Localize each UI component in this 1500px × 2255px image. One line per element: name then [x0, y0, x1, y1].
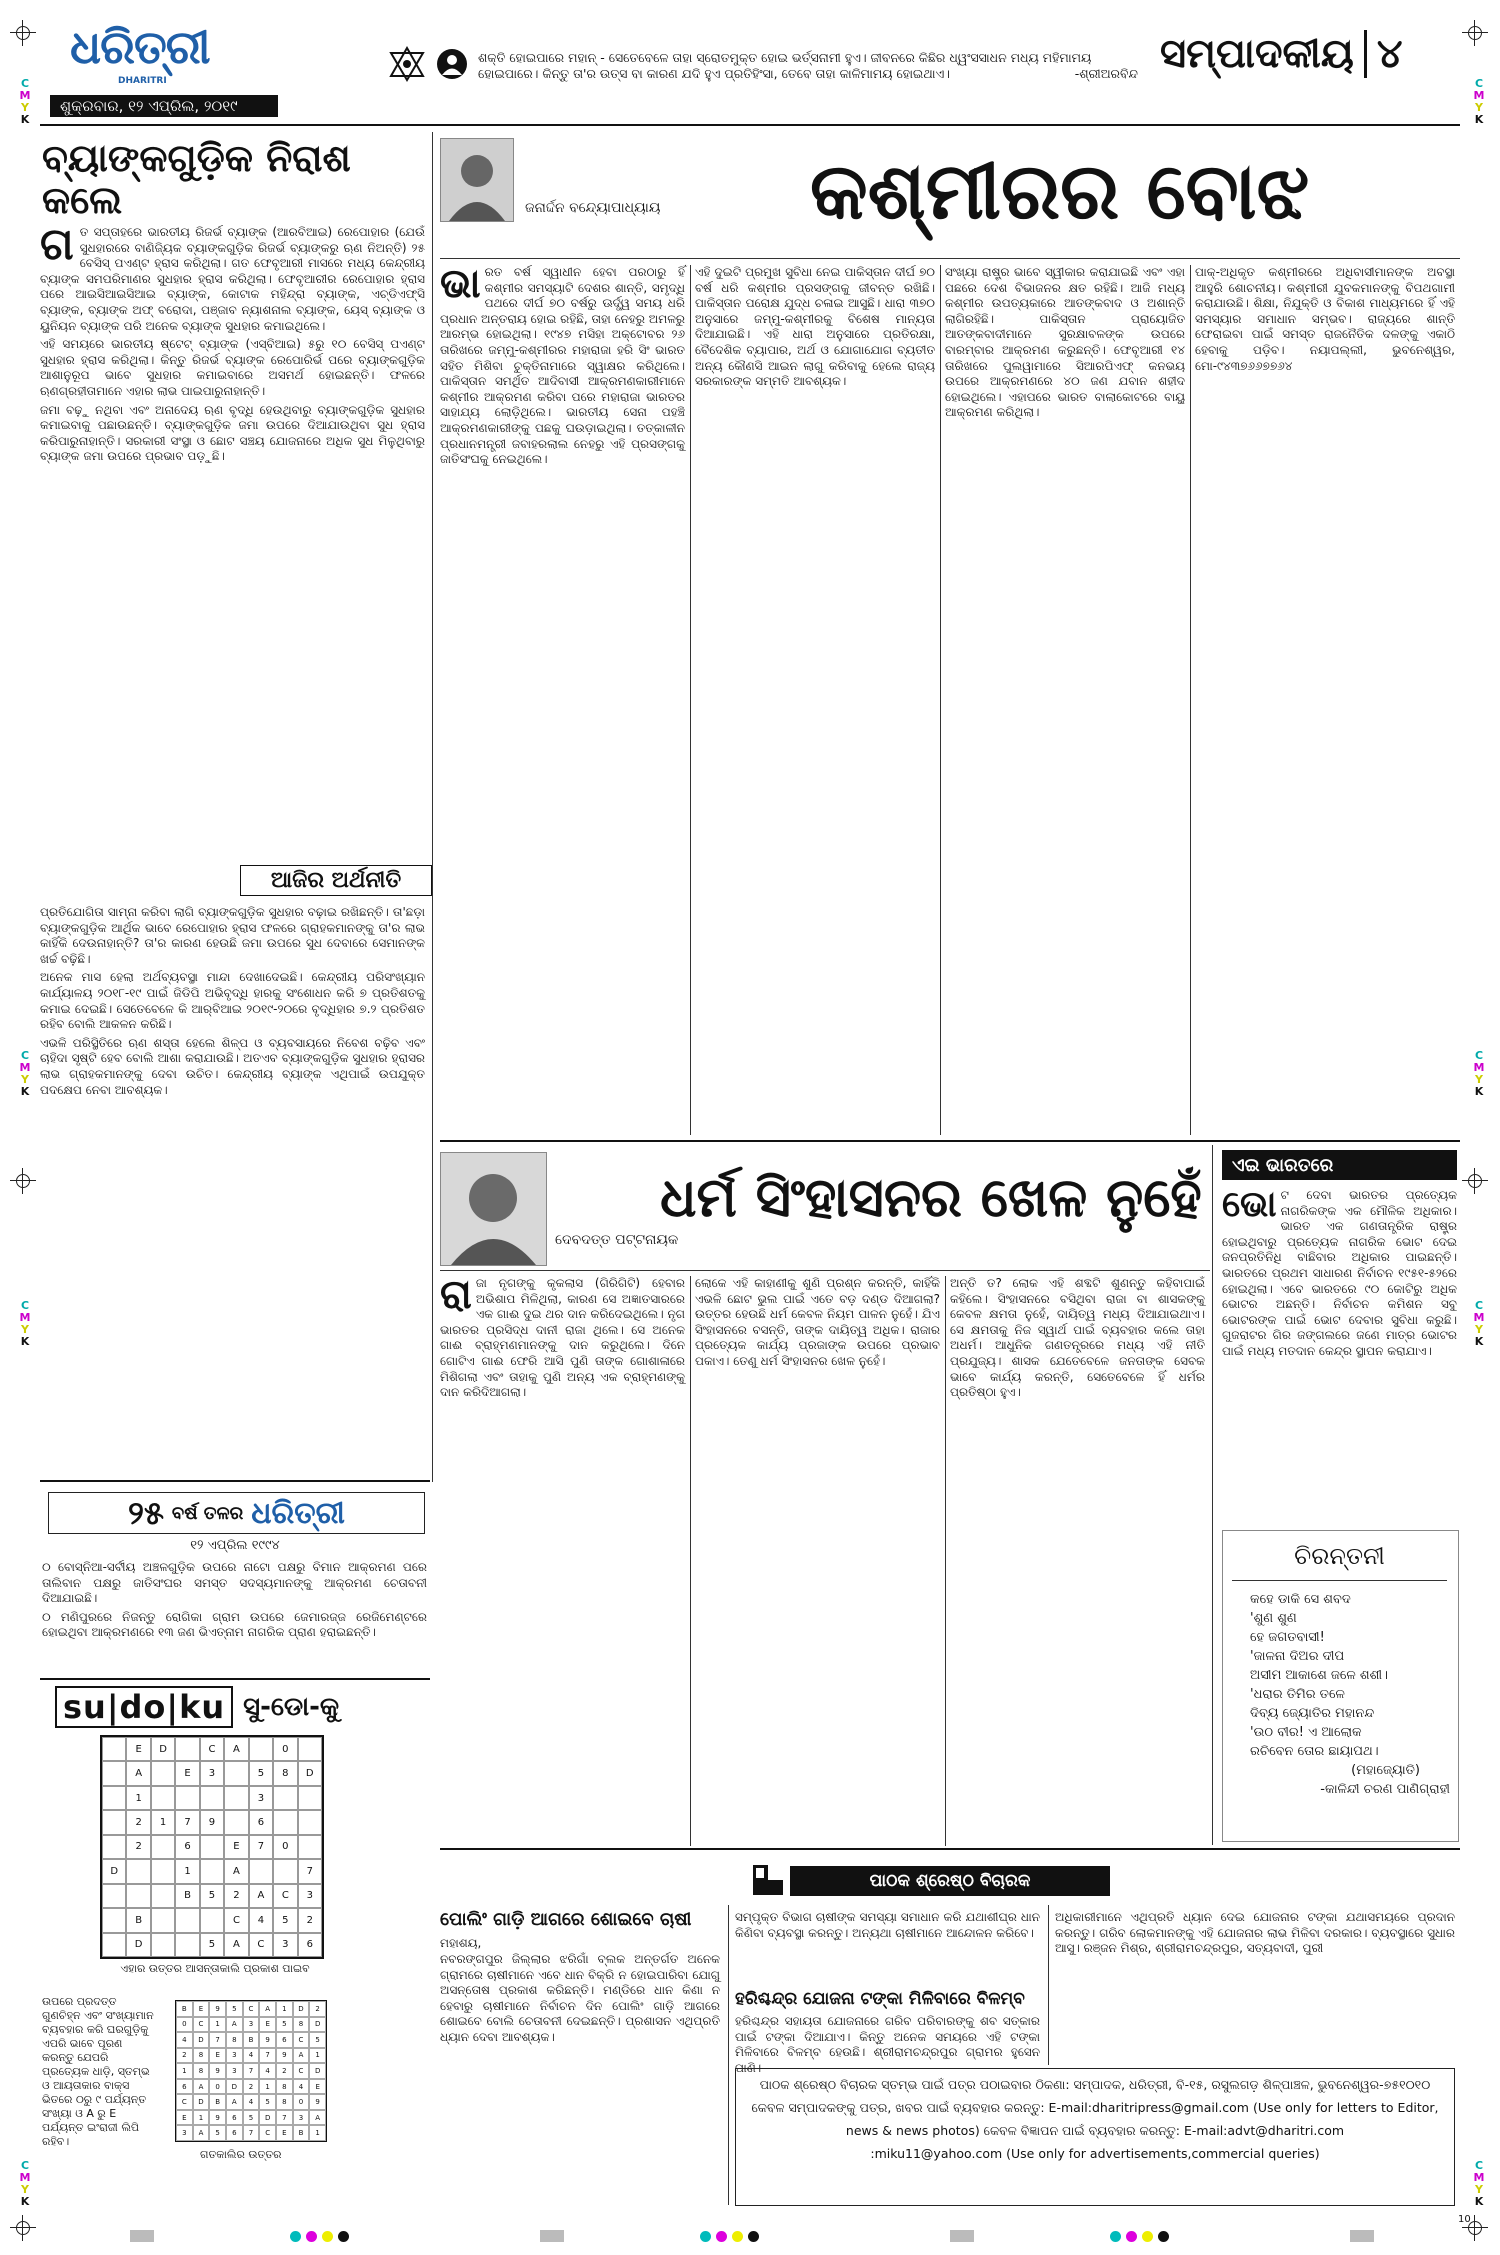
- sudoku-cell: 7: [249, 1835, 273, 1859]
- sudoku-cell: C: [200, 1737, 224, 1761]
- sudoku-cell: C: [273, 1884, 297, 1908]
- sudoku-cell: 7: [175, 1810, 199, 1834]
- solution-cell: 5: [209, 2125, 226, 2141]
- sudoku-cell: [224, 1786, 248, 1810]
- sudoku-cell: [102, 1786, 126, 1810]
- solution-cell: 3: [176, 2125, 193, 2141]
- letter-body: ସମ୍ପୃକ୍ତ ବିଭାଗ ଚାଷୀଙ୍କ ସମସ୍ୟା ସମାଧାନ କରି ଯଥାଶୀଘ୍ର ଧାନ କିଣିବା ବ୍ୟବସ୍ଥା କରନ୍ତୁ। ଅନ୍ୟଥା ଚାଷୀମାନେ ଆନ୍ଦୋଳନ କରିବେ।: [735, 1910, 1040, 1940]
- solution-cell: C: [193, 2017, 210, 2033]
- color-dot: [1142, 2231, 1153, 2242]
- color-bar: [130, 2230, 154, 2242]
- sudoku-puzzle-grid: [100, 1735, 324, 1959]
- contact-line: :miku11@yahoo.com (Use only for advertisements,commercial queries): [870, 2146, 1320, 2161]
- footer-page-number: 10: [1458, 2214, 1471, 2225]
- sudoku-cell: 5: [200, 1884, 224, 1908]
- solution-cell: 2: [309, 2001, 326, 2017]
- sudoku-cell: [151, 1933, 175, 1957]
- anniversary-date: ୧୨ ଏପ୍ରିଲ ୧୯୯୪: [190, 1538, 280, 1553]
- solution-cell: 9: [209, 2001, 226, 2017]
- sudoku-cell: 2: [126, 1835, 150, 1859]
- color-bar: [950, 2230, 974, 2242]
- solution-cell: A: [309, 2110, 326, 2126]
- sudoku-cell: [151, 1884, 175, 1908]
- paragraph: ପ୍ରତିଯୋଗିତା ସାମ୍ନା କରିବା ଲାଗି ବ୍ୟାଙ୍କଗୁଡ଼ିକ ସୁଧହାର ବଢ଼ାଇ ରଖିଛନ୍ତି। ତା'ଛଡ଼ା ବ୍ୟାଙ୍କଗୁଡ଼ିକ ଆର୍ଥିକ ଭାବେ ରେପୋହାର ହ୍ରାସ ଫଳରେ ଗ୍ରାହକମାନଙ୍କୁ ତା'ର ଲାଭ କାହିଁକି ଦେଉନାହାନ୍ତି? ତା'ର କାରଣ ହେଉଛି ଜମା ଉପରେ ସୁଧ ଦେବାରେ ସେମାନଙ୍କ ଖର୍ଚ୍ଚ ବଢ଼ିଛି।: [40, 905, 425, 966]
- sudoku-cell: 0: [273, 1737, 297, 1761]
- solution-cell: 1: [176, 2063, 193, 2079]
- solution-cell: 1: [193, 2110, 210, 2126]
- sudoku-cell: E: [126, 1737, 150, 1761]
- section-rule: [40, 1480, 430, 1482]
- poem-line: ରଚିବେନ ତୋର ଛାୟାପଥ।: [1250, 1744, 1379, 1759]
- solution-cell: 7: [243, 2125, 260, 2141]
- solution-cell: 4: [176, 2032, 193, 2048]
- sudoku-cell: A: [224, 1737, 248, 1761]
- sudoku-cell: [102, 1884, 126, 1908]
- sudoku-title: [55, 1686, 339, 1728]
- sudoku-cell: 3: [298, 1884, 322, 1908]
- solution-cell: D: [293, 2001, 310, 2017]
- solution-cell: 5: [276, 2017, 293, 2033]
- color-dot: [338, 2231, 349, 2242]
- solution-cell: A: [226, 2094, 243, 2110]
- column-divider: [728, 1905, 729, 2205]
- editorial-column: [440, 1272, 685, 1851]
- sudoku-cell: [102, 1933, 126, 1957]
- sudoku-cell: 2: [126, 1810, 150, 1834]
- color-dot: [1110, 2231, 1121, 2242]
- editorial-column: ପାକ୍-ଅଧିକୃତ କଶ୍ମୀରରେ ଅଧିବାସୀମାନଙ୍କ ଅବସ୍ଥା ଆହୁରି ଶୋଚନୀୟ। କଶ୍ମୀରୀ ଯୁବକମାନଙ୍କୁ ବିପଥଗାମୀ କରାଯାଉଛି। ଶିକ୍ଷା, ନିଯୁକ୍ତି ଓ ବିକାଶ ମାଧ୍ୟମରେ ହିଁ ଏହି ସମସ୍ୟାର ସମାଧାନ ସମ୍ଭବ। ରାଜ୍ୟରେ ଶାନ୍ତି ଫେରାଇବା ପାଇଁ ସମସ୍ତ ରାଜନୈତିକ ଦଳଙ୍କୁ ଏକାଠି ହେବାକୁ ପଡ଼ିବ। ନୟାପଲ୍ଲୀ, ଭୁବନେଶ୍ୱର, ମୋ-୯୪୩୭୬୬୭୭୬୪: [1195, 265, 1455, 373]
- quote-line: ହୋଇପାରେ। କିନ୍ତୁ ତା'ର ଉତ୍ସ ବା କାରଣ ଯଦି ହୁଏ ପ୍ରତିହିଂସା, ତେବେ ତାହା କାଳିମାମୟ ହୋଇଥାଏ।: [478, 66, 950, 81]
- poem-line: 'ଜାଳନା ଦିଅର ଦୀପ: [1250, 1649, 1345, 1664]
- newspaper-logo-en: DHARITRI: [118, 76, 167, 86]
- column-divider: [945, 1276, 946, 1846]
- section-rule: [440, 1140, 1460, 1142]
- solution-cell: 6: [226, 2125, 243, 2141]
- sudoku-cell: [151, 1761, 175, 1785]
- paragraph: ଜମା ବଢ଼ୁ ନଥିବା ଏବଂ ଅନାଦେୟ ଋଣ ବୃଦ୍ଧି ହେଉଥିବାରୁ ବ୍ୟାଙ୍କଗୁଡ଼ିକ ସୁଧହାର କମାଇବାକୁ ପଛାଉଛନ୍ତି। ବ୍ୟାଙ୍କଗୁଡ଼ିକ ଜମା ଉପରେ ଦିଆଯାଉଥିବା ସୁଧ ହ୍ରାସ କରିପାରୁନାହାନ୍ତି। ସରକାରୀ ସଂସ୍ଥା ଓ ଛୋଟ ସଞ୍ଚୟ ଯୋଜନାରେ ଅଧିକ ସୁଧ ମିଳୁଥିବାରୁ ବ୍ୟାଙ୍କ ଜମା ଉପରେ ପ୍ରଭାବ ପଡ଼ୁଛି।: [40, 402, 425, 464]
- anniversary-label: ବର୍ଷ ତଳର: [171, 1502, 244, 1524]
- poem-line: 'ଉଠ ବୀର! ଏ ଆଲୋକ: [1250, 1725, 1362, 1740]
- sudoku-cell: E: [175, 1761, 199, 1785]
- section-rule: [440, 1848, 1460, 1850]
- sudoku-cell: 4: [249, 1908, 273, 1932]
- sudoku-cell: [126, 1884, 150, 1908]
- editorial-column: ସଂଖ୍ୟା ରାଷ୍ଟ୍ର ଭାବେ ସ୍ୱୀକାର କରାଯାଇଛି ଏବଂ ଏହା ପଛରେ ଦେଶ ବିଭାଜନର କ୍ଷତ ରହିଛି। ଆଜି ମଧ୍ୟ କଶ୍ମୀର ଉପତ୍ୟକାରେ ଆତଙ୍କବାଦ ଓ ଅଶାନ୍ତି ଲାଗିରହିଛି। ପାକିସ୍ତାନ ପ୍ରାୟୋଜିତ ଆତଙ୍କବାଦୀମାନେ ସୁରକ୍ଷାବଳଙ୍କ ଉପରେ ବାରମ୍ବାର ଆକ୍ରମଣ କରୁଛନ୍ତି। ଫେବୃଆରୀ ୧୪ ତାରିଖରେ ପୁଲୱାମାରେ ସିଆରପିଏଫ୍ କନଭୟ ଉପରେ ଆକ୍ରମଣରେ ୪୦ ଜଣ ଯବାନ ଶହୀଦ ହୋଇଥିଲେ। ଏହାପରେ ଭାରତ ବାଲାକୋଟରେ ବାୟୁ ଆକ୍ରମଣ କରିଥିଲା।: [945, 265, 1185, 420]
- sudoku-solution-grid: [175, 2000, 327, 2142]
- ei-bharatare-body: [1222, 1184, 1457, 1518]
- sudoku-cell: [273, 1786, 297, 1810]
- sudoku-cell: D: [102, 1859, 126, 1883]
- solution-cell: 7: [276, 2110, 293, 2126]
- color-dot: [748, 2231, 759, 2242]
- quote-portrait-icon: [436, 48, 468, 80]
- column-divider: [690, 1276, 691, 1846]
- drop-cap: ଗ: [40, 219, 74, 270]
- registration-mark: [10, 2215, 36, 2241]
- registration-mark: [1462, 20, 1488, 46]
- solution-cell: A: [293, 2048, 310, 2064]
- paragraph: ଜା ନୃଗଙ୍କୁ କୃକଲାସ (ଗିରିଗିଟି) ହେବାର ଅଭିଶାପ ମିଳିଥିଲା, କାରଣ ସେ ଅଜ୍ଞାତସାରରେ ଏକ ଗାଈ ଦୁଇ ଥର ଦାନ କରିଦେଇଥିଲେ। ନୃଗ ଭାରତର ପ୍ରସିଦ୍ଧ ଦାନୀ ରାଜା ଥିଲେ। ସେ ଅନେକ ଗାଈ ବ୍ରାହ୍ମଣମାନଙ୍କୁ ଦାନ କରୁଥିଲେ। ଦିନେ ଗୋଟିଏ ଗାଈ ଫେରି ଆସି ପୁଣି ତାଙ୍କ ଗୋଶାଳାରେ ମିଶିଗଲା ଏବଂ ତାହାକୁ ପୁଣି ଅନ୍ୟ ଏକ ବ୍ରାହ୍ମଣଙ୍କୁ ଦାନ କରିଦିଆଗଲା।: [440, 1276, 685, 1400]
- drop-cap: ଭା: [440, 261, 481, 307]
- chirantani-rule: [1232, 1580, 1447, 1581]
- solution-cell: 0: [176, 2017, 193, 2033]
- column-tag: ଆଜିର ଅର୍ଥନୀତି: [240, 865, 432, 896]
- sudoku-cell: [102, 1908, 126, 1932]
- solution-cell: 9: [209, 2063, 226, 2079]
- solution-cell: 1: [209, 2017, 226, 2033]
- solution-cell: B: [209, 2094, 226, 2110]
- solution-cell: C: [293, 2063, 310, 2079]
- sudoku-cell: [102, 1761, 126, 1785]
- sudoku-cell: [151, 1786, 175, 1810]
- solution-cell: 5: [243, 2110, 260, 2126]
- editorial-column: [440, 261, 685, 1140]
- color-dot: [290, 2231, 301, 2242]
- solution-cell: 7: [259, 2048, 276, 2064]
- paragraph: ଏଭଳି ପରିସ୍ଥିତିରେ ଋଣ ଶସ୍ତା ହେଲେ ଶିଳ୍ପ ଓ ବ୍ୟବସାୟରେ ନିବେଶ ବଢ଼ିବ ଏବଂ ଚାହିଦା ସୃଷ୍ଟି ହେବ ବୋଲି ଆଶା କରାଯାଉଛି। ଅତଏବ ବ୍ୟାଙ୍କଗୁଡ଼ିକ ସୁଧହାର ହ୍ରାସର ଲାଭ ଗ୍ରାହକମାନଙ୍କୁ ଦେବା ଉଚିତ। କେନ୍ଦ୍ରୀୟ ବ୍ୟାଙ୍କ ଏଥିପାଇଁ ଉପଯୁକ୍ତ ପଦକ୍ଷେପ ନେବା ଆବଶ୍ୟକ।: [40, 1035, 425, 1097]
- contact-line: କେବଳ ସମ୍ପାଦକଙ୍କୁ ପତ୍ର, ଖବର ପାଇଁ ବ୍ୟବହାର କରନ୍ତୁ: E-mail:dharitripress@gmail.com (Use only for letters to Editor,: [751, 2100, 1439, 2115]
- solution-cell: 1: [309, 2048, 326, 2064]
- solution-cell: 0: [209, 2079, 226, 2095]
- solution-cell: 5: [259, 2094, 276, 2110]
- sudoku-cell: B: [126, 1908, 150, 1932]
- color-dot: [700, 2231, 711, 2242]
- writing-hand-icon: [728, 1860, 788, 1900]
- letter-title: ପୋଲିଂ ଗାଡ଼ି ଆଗରେ ଶୋଇବେ ଚାଷୀ: [440, 1909, 692, 1930]
- solution-cell: 9: [276, 2048, 293, 2064]
- solution-cell: E: [309, 2079, 326, 2095]
- solution-cell: D: [259, 2110, 276, 2126]
- letter-salute: ମହାଶୟ,: [440, 1936, 482, 1950]
- solution-cell: 4: [259, 2063, 276, 2079]
- solution-cell: 8: [293, 2017, 310, 2033]
- editorial-column: ଏହି ଦୁଇଟି ପ୍ରମୁଖ ସୁବିଧା ନେଇ ପାକିସ୍ତାନ ଦୀର୍ଘ ୭୦ ବର୍ଷ ଧରି କଶ୍ମୀର ପ୍ରସଙ୍ଗକୁ ଜୀବନ୍ତ ରଖିଛି। ପାକିସ୍ତାନ ପରୋକ୍ଷ ଯୁଦ୍ଧ ଚଳାଇ ଆସୁଛି। ଧାରା ୩୭୦ ଅନୁସାରେ ଜମ୍ମୁ-କଶ୍ମୀରକୁ ବିଶେଷ ମାନ୍ୟତା ଦିଆଯାଇଛି। ଏହି ଧାରା ଅନୁସାରେ ପ୍ରତିରକ୍ଷା, ବୈଦେଶିକ ବ୍ୟାପାର, ଅର୍ଥ ଓ ଯୋଗାଯୋଗ ବ୍ୟତୀତ ଅନ୍ୟ କୌଣସି ଆଇନ ଲାଗୁ କରିବାକୁ ହେଲେ ରାଜ୍ୟ ସରକାରଙ୍କ ସମ୍ମତି ଆବଶ୍ୟକ।: [695, 265, 935, 389]
- solution-cell: C: [293, 2032, 310, 2048]
- solution-cell: 5: [309, 2032, 326, 2048]
- sudoku-cell: D: [126, 1933, 150, 1957]
- sudoku-note: ଏହାର ଉତ୍ତର ଆସନ୍ତାକାଲି ପ୍ରକାଶ ପାଇବ: [120, 1962, 310, 1975]
- sudoku-instructions: ଉପରେ ପ୍ରଦତ୍ତ ଗୁଣଚିହ୍ନ ଏବଂ ସଂଖ୍ୟାମାନ ବ୍ୟବହାର କରି ଘରଗୁଡ଼ିକୁ ଏପରି ଭାବେ ପୂରଣ କରନ୍ତୁ ଯେପରି ପ୍ରତ୍ୟେକ ଧାଡ଼ି, ସ୍ତମ୍ଭ ଓ ଆୟତାକାର ବାକ୍ସ ଭିତରେ ୦ରୁ ୯ ପର୍ଯ୍ୟନ୍ତ ସଂଖ୍ୟା ଓ A ରୁ E ପର୍ଯ୍ୟନ୍ତ ଇଂରାଜୀ ଲିପି ରହିବ।: [42, 1995, 154, 2148]
- solution-cell: 3: [293, 2110, 310, 2126]
- solution-cell: A: [226, 2017, 243, 2033]
- solution-cell: D: [309, 2063, 326, 2079]
- sudoku-cell: 3: [200, 1761, 224, 1785]
- sudoku-cell: A: [224, 1859, 248, 1883]
- anniversary-brand: ଧରିତ୍ରୀ: [251, 1495, 345, 1531]
- solution-cell: 3: [226, 2048, 243, 2064]
- sudoku-cell: [126, 1859, 150, 1883]
- poem-line: 'ଶୁଣ ଶୁଣ: [1250, 1611, 1297, 1626]
- masthead-rule: [40, 124, 1460, 126]
- sudoku-cell: 5: [249, 1761, 273, 1785]
- sudoku-cell: [298, 1835, 322, 1859]
- sudoku-cell: [102, 1810, 126, 1834]
- sudoku-cell: [224, 1810, 248, 1834]
- editorial-headline: ଧର୍ମ ସିଂହାସନର ଖେଳ ନୁହେଁ: [660, 1166, 1202, 1229]
- editorial-body: [40, 219, 425, 865]
- solution-cell: 1: [276, 2001, 293, 2017]
- letter-title: ହରିଶ୍ଚନ୍ଦ୍ର ଯୋଜନା ଟଙ୍କା ମିଳିବାରେ ବିଳମ୍ବ: [735, 1989, 1025, 2009]
- sudoku-cell: A: [224, 1933, 248, 1957]
- quote-line: ଶକ୍ତି ହୋଇପାରେ ମହାନ୍ - ସେତେବେଳେ ତାହା ସ୍ରୋତମୁକ୍ତ ହୋଇ ଭର୍ତ୍ସନାମୀ ହୁଏ। ଜୀବନରେ କିଛିର ଧ୍ୱଂସସାଧନ ମଧ୍ୟ ମହିମାମୟ: [478, 50, 1092, 65]
- color-dot: [322, 2231, 333, 2242]
- sudoku-cell: 3: [273, 1933, 297, 1957]
- color-bar: [540, 2230, 564, 2242]
- solution-cell: C: [243, 2001, 260, 2017]
- sudoku-cell: [273, 1810, 297, 1834]
- sudoku-cell: [273, 1859, 297, 1883]
- solution-cell: 0: [293, 2094, 310, 2110]
- sudoku-cell: D: [298, 1761, 322, 1785]
- editorial-column: ଅନ୍ତି ତ? ଲୋକ ଏହି ଶବ୍ଦଟି ଶୁଣନ୍ତୁ କହିବାପାଇଁ କହିଲେ। ସିଂହାସନରେ ବସିଥିବା ରାଜା ବା ଶାସକଙ୍କୁ କେବଳ କ୍ଷମତା ନୁହେଁ, ଦାୟିତ୍ୱ ମଧ୍ୟ ଦିଆଯାଇଥାଏ। ସେ କ୍ଷମତାକୁ ନିଜ ସ୍ୱାର୍ଥ ପାଇଁ ବ୍ୟବହାର କଲେ ତାହା ଅଧର୍ମ। ଆଧୁନିକ ଗଣତନ୍ତ୍ରରେ ମଧ୍ୟ ଏହି ନୀତି ପ୍ରଯୁଜ୍ୟ। ଶାସକ ଯେତେବେଳେ ଜନତାଙ୍କ ସେବକ ଭାବେ କାର୍ଯ୍ୟ କରନ୍ତି, ସେତେବେଳେ ହିଁ ଧର୍ମର ପ୍ରତିଷ୍ଠା ହୁଏ।: [950, 1276, 1205, 1400]
- author-photo: [440, 138, 514, 222]
- portrait-icon: [441, 1153, 546, 1265]
- solution-cell: C: [259, 2125, 276, 2141]
- editorial-column: ଲୋକେ ଏହି କାହାଣୀକୁ ଶୁଣି ପ୍ରଶ୍ନ କରନ୍ତି, କାହିଁକି ଏଭଳି ଛୋଟ ଭୁଲ ପାଇଁ ଏତେ ବଡ଼ ଦଣ୍ଡ ଦିଆଗଲା? ଉତ୍ତର ହେଉଛି ଧର୍ମ କେବଳ ନିୟମ ପାଳନ ନୁହେଁ। ଯିଏ ସିଂହାସନରେ ବସନ୍ତି, ତାଙ୍କ ଦାୟିତ୍ୱ ଅଧିକ। ରାଜାର ପ୍ରତ୍ୟେକ କାର୍ଯ୍ୟ ପ୍ରଜାଙ୍କ ଉପରେ ପ୍ରଭାବ ପକାଏ। ତେଣୁ ଧର୍ମ ସିଂହାସନର ଖେଳ ନୁହେଁ।: [695, 1276, 940, 1368]
- color-dot: [1158, 2231, 1169, 2242]
- color-dot: [732, 2231, 743, 2242]
- sudoku-cell: 6: [298, 1933, 322, 1957]
- registration-mark: [10, 1168, 36, 1194]
- solution-cell: 4: [293, 2079, 310, 2095]
- sudoku-cell: 0: [273, 1835, 297, 1859]
- anniversary-number: ୨୫: [128, 1493, 164, 1532]
- drop-cap: ଭୋ: [1222, 1184, 1277, 1225]
- solution-cell: C: [176, 2094, 193, 2110]
- poem-line: କହେ ଡାକି ସେ ଶବଦ: [1250, 1592, 1351, 1607]
- sudoku-cell: [151, 1859, 175, 1883]
- sudoku-cell: 8: [273, 1761, 297, 1785]
- sudoku-solution-label: ଗତକାଲିର ଉତ୍ତର: [200, 2148, 282, 2161]
- solution-cell: 3: [243, 2017, 260, 2033]
- solution-cell: 1: [309, 2125, 326, 2141]
- solution-cell: 3: [226, 2063, 243, 2079]
- sudoku-cell: C: [249, 1933, 273, 1957]
- headline-rule: [440, 258, 1460, 259]
- portrait-icon: [441, 139, 513, 221]
- color-dot: [306, 2231, 317, 2242]
- column-divider: [1190, 265, 1191, 1135]
- poem-line: ହେ ଜଗତବାସୀ!: [1250, 1630, 1325, 1645]
- solution-cell: 5: [226, 2001, 243, 2017]
- cmyk-marker-right: C M Y K: [1473, 1049, 1485, 1098]
- solution-cell: 2: [243, 2079, 260, 2095]
- sudoku-cell: B: [175, 1884, 199, 1908]
- solution-cell: 8: [226, 2032, 243, 2048]
- solution-cell: 8: [276, 2094, 293, 2110]
- quote-text: [478, 50, 1138, 82]
- sudoku-cell: [102, 1835, 126, 1859]
- column-divider: [940, 265, 941, 1135]
- cmyk-marker-left: C M Y K: [19, 2159, 31, 2208]
- sudoku-cell: D: [151, 1737, 175, 1761]
- sudoku-cell: [151, 1835, 175, 1859]
- solution-cell: E: [176, 2110, 193, 2126]
- drop-cap: ରା: [440, 1272, 472, 1318]
- solution-cell: B: [293, 2125, 310, 2141]
- sudoku-cell: [200, 1908, 224, 1932]
- letter-body: ନବରଙ୍ଗପୁର ଜିଲ୍ଲାର ଝରିଗାଁ ବ୍ଲକ ଅନ୍ତର୍ଗତ ଅନେକ ଗ୍ରାମରେ ଚାଷୀମାନେ ଏବେ ଧାନ ବିକ୍ରି ନ ହୋଇପାରିବା ଯୋଗୁ ଅସନ୍ତୋଷ ପ୍ରକାଶ କରିଛନ୍ତି। ମଣ୍ଡିରେ ଧାନ କିଣା ନ ହେବାରୁ ଚାଷୀମାନେ ନିର୍ବାଚନ ଦିନ ପୋଲିଂ ଗାଡ଼ି ଆଗରେ ଶୋଇବେ ବୋଲି ଚେତାବନୀ ଦେଇଛନ୍ତି। ପ୍ରଶାସନ ଏଥିପ୍ରତି ଧ୍ୟାନ ଦେବା ଆବଶ୍ୟକ।: [440, 1952, 720, 2044]
- letters-contact-box: [735, 2068, 1455, 2206]
- sudoku-cell: [298, 1737, 322, 1761]
- paragraph: ଏହି ସମୟରେ ଭାରତୀୟ ଷ୍ଟେଟ୍ ବ୍ୟାଙ୍କ (ଏସ୍‌ବିଆଇ) ୫ରୁ ୧୦ ବେସିସ୍ ପଏଣ୍ଟ ସୁଧହାର ହ୍ରାସ କରିଥିଲା। କିନ୍ତୁ ରିଜର୍ଭ ବ୍ୟାଙ୍କ ରେପୋରିର୍ଭ ପରେ ବ୍ୟାଙ୍କଗୁଡ଼ିକ ଆଶାନୁରୂପ ଭାବେ ସୁଧହାର କମାଇବାରେ ଅସମର୍ଥ ହୋଇଛନ୍ତି। ଫଳରେ ଋଣଗ୍ରହୀତାମାନେ ଏହାର ଲାଭ ପାଇପାରୁନାହାନ୍ତି।: [40, 337, 425, 398]
- sudoku-cell: 5: [273, 1908, 297, 1932]
- sudoku-cell: A: [126, 1761, 150, 1785]
- solution-cell: 9: [259, 2032, 276, 2048]
- sudoku-cell: 1: [151, 1810, 175, 1834]
- anniversary-news: [42, 1560, 427, 1690]
- solution-cell: E: [209, 2048, 226, 2064]
- sudoku-cell: 6: [249, 1810, 273, 1834]
- sudoku-cell: [175, 1737, 199, 1761]
- author-byline: ଦେବଦତ୍ତ ପଟ୍ଟନାୟକ: [555, 1232, 679, 1248]
- editorial-headline: କଶ୍ମୀରର ବୋଝ: [810, 147, 1310, 237]
- paragraph: ଟ ଦେବା ଭାରତର ପ୍ରତ୍ୟେକ ନାଗରିକଙ୍କ ଏକ ମୌଳିକ ଅଧିକାର। ଭାରତ ଏକ ଗଣତାନ୍ତ୍ରିକ ରାଷ୍ଟ୍ର ହୋଇଥିବାରୁ ପ୍ରତ୍ୟେକ ନାଗରିକ ଭୋଟ ଦେଇ ଜନପ୍ରତିନିଧି ବାଛିବାର ଅଧିକାର ପାଇଛନ୍ତି। ଭାରତରେ ପ୍ରଥମ ସାଧାରଣ ନିର୍ବାଚନ ୧୯୫୧-୫୨ରେ ହୋଇଥିଲା। ଏବେ ଭାରତରେ ୯୦ କୋଟିରୁ ଅଧିକ ଭୋଟର ଅଛନ୍ତି। ନିର୍ବାଚନ କମିଶନ ସବୁ ଭୋଟରଙ୍କ ପାଇଁ ଭୋଟ ଦେବାର ସୁବିଧା କରୁଛି। ଗୁଜରାଟର ଗିର ଜଙ୍ଗଲରେ ଜଣେ ମାତ୍ର ଭୋଟର ପାଇଁ ମଧ୍ୟ ମତଦାନ କେନ୍ଦ୍ର ସ୍ଥାପନ କରାଯାଏ।: [1222, 1188, 1457, 1358]
- sudoku-cell: [175, 1786, 199, 1810]
- cmyk-marker-right: C M Y K: [1473, 2159, 1485, 2208]
- solution-cell: A: [193, 2079, 210, 2095]
- solution-cell: 4: [243, 2048, 260, 2064]
- solution-cell: A: [259, 2001, 276, 2017]
- column-divider: [690, 265, 691, 1135]
- anniversary-banner: [48, 1492, 425, 1534]
- solution-cell: D: [226, 2079, 243, 2095]
- color-dot: [1126, 2231, 1137, 2242]
- poem-author: -କାଳିନ୍ଦୀ ଚରଣ ପାଣିଗ୍ରାହୀ: [1320, 1782, 1450, 1797]
- sudoku-cell: 6: [175, 1835, 199, 1859]
- solution-cell: E: [193, 2001, 210, 2017]
- solution-cell: 7: [209, 2032, 226, 2048]
- ei-bharatare-title: ଏଇ ଭାରତରେ: [1222, 1150, 1457, 1180]
- solution-cell: 8: [276, 2079, 293, 2095]
- sudoku-cell: [249, 1859, 273, 1883]
- solution-cell: 7: [243, 2063, 260, 2079]
- author-byline: ଜନାର୍ଦ୍ଦନ ବନ୍ଦ୍ୟୋପାଧ୍ୟାୟ: [525, 200, 661, 216]
- page-number: ୪: [1376, 31, 1403, 77]
- column-divider: [1212, 1145, 1213, 1845]
- solution-cell: E: [276, 2125, 293, 2141]
- solution-cell: 6: [226, 2110, 243, 2126]
- solution-cell: 2: [176, 2048, 193, 2064]
- contact-line: news & news photos) କେବଳ ବିଜ୍ଞାପନ ପାଇଁ ବ୍ୟବହାର କରନ୍ତୁ: E-mail:advt@dharitri.com: [845, 2123, 1345, 2138]
- solution-cell: D: [309, 2017, 326, 2033]
- emblem-icon: [388, 45, 426, 83]
- poem-line: ଅସୀମ ଆକାଶେ ଜଳେ ଶଶୀ।: [1250, 1668, 1388, 1683]
- poem-line: ଦିବ୍ୟ ଜ୍ୟୋତିର ମହାନନ୍ଦ: [1250, 1706, 1375, 1721]
- solution-cell: D: [193, 2094, 210, 2110]
- solution-cell: B: [176, 2001, 193, 2017]
- sudoku-cell: [298, 1810, 322, 1834]
- solution-cell: B: [243, 2032, 260, 2048]
- sudoku-cell: 7: [298, 1859, 322, 1883]
- paragraph: ଅନେକ ମାସ ହେଲା ଅର୍ଥବ୍ୟବସ୍ଥା ମାନ୍ଦା ଦେଖାଦେଇଛି। କେନ୍ଦ୍ରୀୟ ପରିସଂଖ୍ୟାନ କାର୍ଯ୍ୟାଳୟ ୨୦୧୮-୧୯ ପାଇଁ ଜିଡିପି ଅଭିବୃଦ୍ଧି ହାରକୁ ସଂଶୋଧନ କରି ୭ ପ୍ରତିଶତକୁ କମାଇ ଦେଇଛି। ସେତେବେଳେ କି ଆର୍‌ବିଆଇ ୨୦୧୯-୨୦ରେ ବୃଦ୍ଧିହାର ୭.୨ ପ୍ରତିଶତ ରହିବ ବୋଲି ଆକଳନ କରିଛି।: [40, 970, 425, 1032]
- newspaper-logo: ଧରିତ୍ରୀ: [70, 20, 210, 74]
- solution-cell: 9: [309, 2094, 326, 2110]
- sudoku-cell: 9: [200, 1810, 224, 1834]
- solution-cell: A: [193, 2125, 210, 2141]
- cmyk-marker-left: C M Y K: [19, 1049, 31, 1098]
- cmyk-marker-right: C M Y K: [1473, 77, 1485, 126]
- sudoku-title-or: ସୁ-ଡୋ-କୁ: [243, 1691, 340, 1722]
- sudoku-cell: 1: [175, 1859, 199, 1883]
- sudoku-cell: [249, 1737, 273, 1761]
- chirantani-title: ଚିରନ୍ତନୀ: [1294, 1542, 1385, 1570]
- sudoku-cell: [298, 1786, 322, 1810]
- sudoku-cell: A: [249, 1884, 273, 1908]
- solution-cell: D: [193, 2032, 210, 2048]
- column-divider: [432, 132, 433, 1482]
- cmyk-marker-left: C M Y K: [19, 1299, 31, 1348]
- color-dot: [716, 2231, 727, 2242]
- cmyk-marker-left: C M Y K: [19, 77, 31, 126]
- sudoku-cell: 2: [224, 1884, 248, 1908]
- solution-cell: 4: [243, 2094, 260, 2110]
- sudoku-cell: [200, 1786, 224, 1810]
- solution-cell: 1: [259, 2079, 276, 2095]
- sudoku-cell: [175, 1933, 199, 1957]
- news-item: ୦ ମଣିପୁରରେ ନିଜନ୍ତୁ ରୋଗିକା ଗ୍ରାମ ଉପରେ ଜେମାରଜ୍ଜ ରେଜିମେଣ୍ଟରେ ହୋଇଥିବା ଆକ୍ରମଣରେ ୧୩ ଜଣ ଭିଏତ୍ନାମ ନାଗରିକ ପ୍ରାଣ ହରାଇଛନ୍ତି।: [42, 1609, 427, 1640]
- sudoku-title-en: su|do|ku: [55, 1686, 233, 1728]
- quote-author: -ଶ୍ରୀଅରବିନ୍ଦ: [1074, 66, 1138, 81]
- paragraph: ରତ ବର୍ଷ ସ୍ୱାଧୀନ ହେବା ପରଠାରୁ ହିଁ କଶ୍ମୀର ସମସ୍ୟାଟି ଦେଶର ଶାନ୍ତି, ସମୃଦ୍ଧି ପଥରେ ଦୀର୍ଘ ୭୦ ବର୍ଷରୁ ଊର୍ଦ୍ଧ୍ୱ ସମୟ ଧରି ପ୍ରଧାନ ଅନ୍ତରାୟ ହୋଇ ରହିଛି, ତାହା ନେହରୁ ଅମଳରୁ ଆରମ୍ଭ ହୋଇଥିଲା। ୧୯୪୭ ମସିହା ଅକ୍ଟୋବର ୨୬ ତାରିଖରେ ଜମ୍ମୁ-କଶ୍ମୀରର ମହାରାଜା ହରି ସିଂ ଭାରତ ସହିତ ମିଶିବା ଚୁକ୍ତିନାମାରେ ସ୍ୱାକ୍ଷର କରିଥିଲେ। ପାକିସ୍ତାନ ସମର୍ଥିତ ଆଦିବାସୀ ଆକ୍ରମଣକାରୀମାନେ କଶ୍ମୀର ଆକ୍ରମଣ କରିବା ପରେ ମହାରାଜା ଭାରତର ସାହାଯ୍ୟ ଲୋଡ଼ିଥିଲେ। ଭାରତୀୟ ସେନା ପହଞ୍ଚି ଆକ୍ରମଣକାରୀଙ୍କୁ ପଛକୁ ଘଉଡ଼ାଇଥିଲା। ତତ୍କାଳୀନ ପ୍ରଧାନମନ୍ତ୍ରୀ ଜବାହରଲାଲ ନେହରୁ ଏହି ପ୍ରସଙ୍ଗକୁ ଜାତିସଂଘକୁ ନେଇଥିଲେ।: [440, 265, 685, 467]
- section-title: ସମ୍ପାଦକୀୟ: [1160, 31, 1354, 77]
- sudoku-cell: [200, 1859, 224, 1883]
- letter-body: ଅଧିକାରୀମାନେ ଏଥିପ୍ରତି ଧ୍ୟାନ ଦେଇ ଯୋଜନାର ଟଙ୍କା ଯଥାସମୟରେ ପ୍ରଦାନ କରନ୍ତୁ। ଗରିବ ଲୋକମାନଙ୍କୁ ଏହି ଯୋଜନାର ଲାଭ ମିଳିବା ଦରକାର। ବ୍ୟବସ୍ଥାରେ ସୁଧାର ଆସୁ। ରଞ୍ଜନ ମିଶ୍ର, ଶ୍ରୀରାମଚନ୍ଦ୍ରପୁର, ସତ୍ୟବାଦୀ, ପୁରୀ: [1055, 1910, 1455, 1956]
- sudoku-cell: [102, 1737, 126, 1761]
- chirantani-poem: [1250, 1590, 1450, 1799]
- sudoku-cell: [151, 1908, 175, 1932]
- solution-cell: 6: [176, 2079, 193, 2095]
- letters-bar: ପାଠକ ଶ୍ରେଷ୍ଠ ବିଚାରକ: [790, 1866, 1110, 1896]
- solution-cell: E: [259, 2017, 276, 2033]
- solution-cell: 8: [193, 2063, 210, 2079]
- headline-rule: [440, 1270, 1210, 1271]
- color-bar: [1350, 2230, 1374, 2242]
- paragraph: ତ ସପ୍ତାହରେ ଭାରତୀୟ ରିଜର୍ଭ ବ୍ୟାଙ୍କ (ଆରବିଆଇ) ରେପୋହାର (ଯେଉଁ ସୁଧହାରରେ ବାଣିଜ୍ୟିକ ବ୍ୟାଙ୍କଗୁଡ଼ିକ ରିଜର୍ଭ ବ୍ୟାଙ୍କରୁ ଋଣ ନିଅନ୍ତି) ୨୫ ବେସିସ୍ ପଏଣ୍ଟ ହ୍ରାସ କରିଥିଲା। ଗତ ଫେବୃଆରୀ ମାସରେ ମଧ୍ୟ କେନ୍ଦ୍ରୀୟ ବ୍ୟାଙ୍କ ସମପରିମାଣର ସୁଧହାର ହ୍ରାସ କରିଥିଲା। ଫେବୃଆରୀର ରେପୋହାର ହ୍ରାସ ପରେ ଆଇସିଆଇସିଆଇ ବ୍ୟାଙ୍କ, କୋଟାକ ମହିନ୍ଦ୍ରା ବ୍ୟାଙ୍କ, ଏଚ୍‌ଡିଏଫ୍‌ସି ବ୍ୟାଙ୍କ, ବ୍ୟାଙ୍କ ଅଫ୍ ବରୋଦା, ପଞ୍ଜାବ ନ୍ୟାଶନାଲ ବ୍ୟାଙ୍କ, ୟେସ୍ ବ୍ୟାଙ୍କ ଓ ୟୁନିୟନ ବ୍ୟାଙ୍କ ପରି ଅନେକ ବ୍ୟାଙ୍କ ସୁଧହାର କମାଇଥିଲେ।: [40, 225, 425, 333]
- editorial-headline: ବ୍ୟାଙ୍କଗୁଡ଼ିକ ନିରାଶ କଲେ: [42, 136, 351, 222]
- sudoku-cell: [175, 1908, 199, 1932]
- editorial-body-continued: [40, 905, 425, 1475]
- solution-cell: 6: [276, 2032, 293, 2048]
- solution-cell: 9: [209, 2110, 226, 2126]
- news-item: ୦ ବୋସ୍‌ନିଆ-ସର୍ବୀୟ ଅଞ୍ଚଳଗୁଡ଼ିକ ଉପରେ ନାଟୋ ପକ୍ଷରୁ ବିମାନ ଆକ୍ରମଣ ପରେ ତାଲିବାନ ପକ୍ଷରୁ ଜାତିସଂଘର ସମସ୍ତ ସଦସ୍ୟମାନଙ୍କୁ ଆକ୍ରମଣ ଚେତାବନୀ ଦିଆଯାଇଛି।: [42, 1560, 427, 1606]
- poem-line: 'ଧରାର ତିମିର ତଳେ: [1250, 1687, 1345, 1702]
- solution-cell: 8: [193, 2048, 210, 2064]
- author-photo: [440, 1152, 547, 1266]
- sudoku-cell: C: [224, 1908, 248, 1932]
- sudoku-cell: 3: [249, 1786, 273, 1810]
- letter-body: ହରିଶ୍ଚନ୍ଦ୍ର ସହାୟତା ଯୋଜନାରେ ଗରିବ ପରିବାରଙ୍କୁ ଶବ ସତ୍କାର ପାଇଁ ଟଙ୍କା ଦିଆଯାଏ। କିନ୍ତୁ ଅନେକ ସମୟରେ ଏହି ଟଙ୍କା ମିଳିବାରେ ବିଳମ୍ବ ହେଉଛି। ଶ୍ରୀରାମଚନ୍ଦ୍ରପୁର ଗ୍ରାମର ହୁସେନ ପାଣି।: [735, 2014, 1040, 2075]
- solution-cell: 2: [276, 2063, 293, 2079]
- sudoku-cell: [200, 1835, 224, 1859]
- section-rule: [40, 1678, 430, 1680]
- registration-mark: [1462, 1168, 1488, 1194]
- issue-date: ଶୁକ୍ରବାର, ୧୨ ଏପ୍ରିଲ, ୨୦୧୯: [50, 95, 278, 117]
- registration-mark: [10, 20, 36, 46]
- sudoku-cell: 5: [200, 1933, 224, 1957]
- column-divider: [1048, 1905, 1049, 2065]
- sudoku-cell: 2: [298, 1908, 322, 1932]
- contact-line: ପାଠକ ଶ୍ରେଷ୍ଠ ବିଚାରକ ସ୍ତମ୍ଭ ପାଇଁ ପତ୍ର ପଠାଇବାର ଠିକଣା: ସମ୍ପାଦକ, ଧରିତ୍ରୀ, ବି-୧୫, ରସୁଲଗଡ଼ ଶିଳ୍ପାଞ୍ଚଳ, ଭୁବନେଶ୍ୱର-୭୫୧୦୧୦: [759, 2077, 1431, 2092]
- poem-source: (ମହାଜ୍ୟୋତି): [1351, 1763, 1420, 1778]
- sudoku-cell: E: [224, 1835, 248, 1859]
- sudoku-cell: [224, 1761, 248, 1785]
- sudoku-cell: 1: [126, 1786, 150, 1810]
- cmyk-marker-right: C M Y K: [1473, 1299, 1485, 1348]
